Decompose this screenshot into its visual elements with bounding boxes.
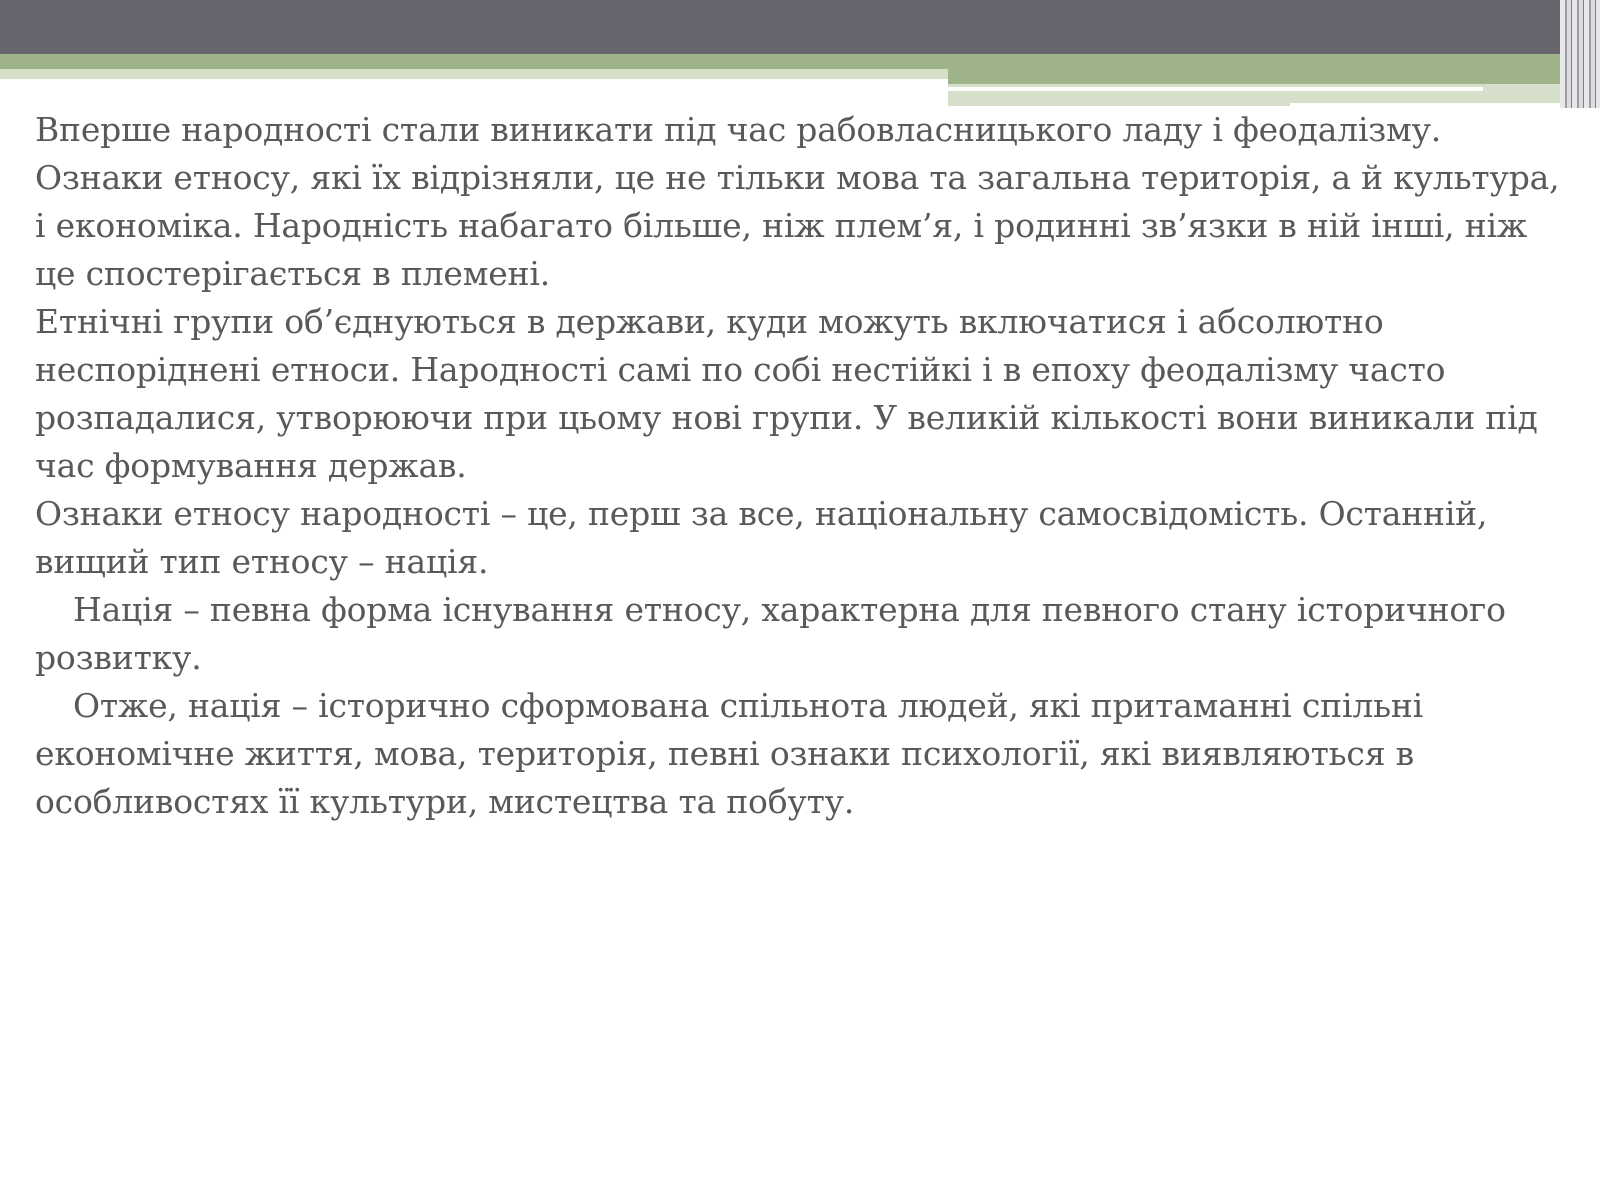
slide-body-text bbox=[35, 106, 1565, 826]
header-green-band-right bbox=[948, 54, 1560, 84]
paragraph-ethnic-groups: Етнічні групи об’єднуються в держави, куди можуть включатися і абсолютно неспоріднені етноси. Народності самі по собі нестійкі і в епоху феодалізму часто розпадалися, утворюючи при цьому нові групи. У великій кількості вони виникали під час формування держав. bbox=[35, 302, 1538, 485]
paragraph-nation-summary: Отже, нація – історично сформована спільнота людей, які притаманні спільні економічне життя, мова, територія, певні ознаки психології, які виявляються в особливостях її культури, мистецтва та побуту. bbox=[35, 686, 1423, 821]
paragraph-ethnos-signs: Ознаки етносу народності – це, перш за все, національну самосвідомість. Останній, вищий тип етносу – нація. bbox=[35, 494, 1488, 581]
header-pale-band-left bbox=[0, 69, 948, 79]
header-dark-band bbox=[0, 0, 1560, 54]
header-white-line bbox=[948, 87, 1483, 91]
paragraph-peoples-origin: Вперше народності стали виникати під час рабовласницького ладу і феодалізму. Ознаки етносу, які їх відрізняли, це не тільки мова та загальна територія, а й культура, і економіка. Народність набагато більше, ніж плем’я, і родинні зв’язки в ній інші, ніж це спостерігається в племені. bbox=[35, 110, 1560, 293]
header-green-band-left bbox=[0, 54, 948, 69]
paragraph-nation-definition: Нація – певна форма існування етносу, характерна для певного стану історичного розвитку. bbox=[35, 590, 1506, 677]
corner-stripes-decoration bbox=[1560, 0, 1600, 108]
